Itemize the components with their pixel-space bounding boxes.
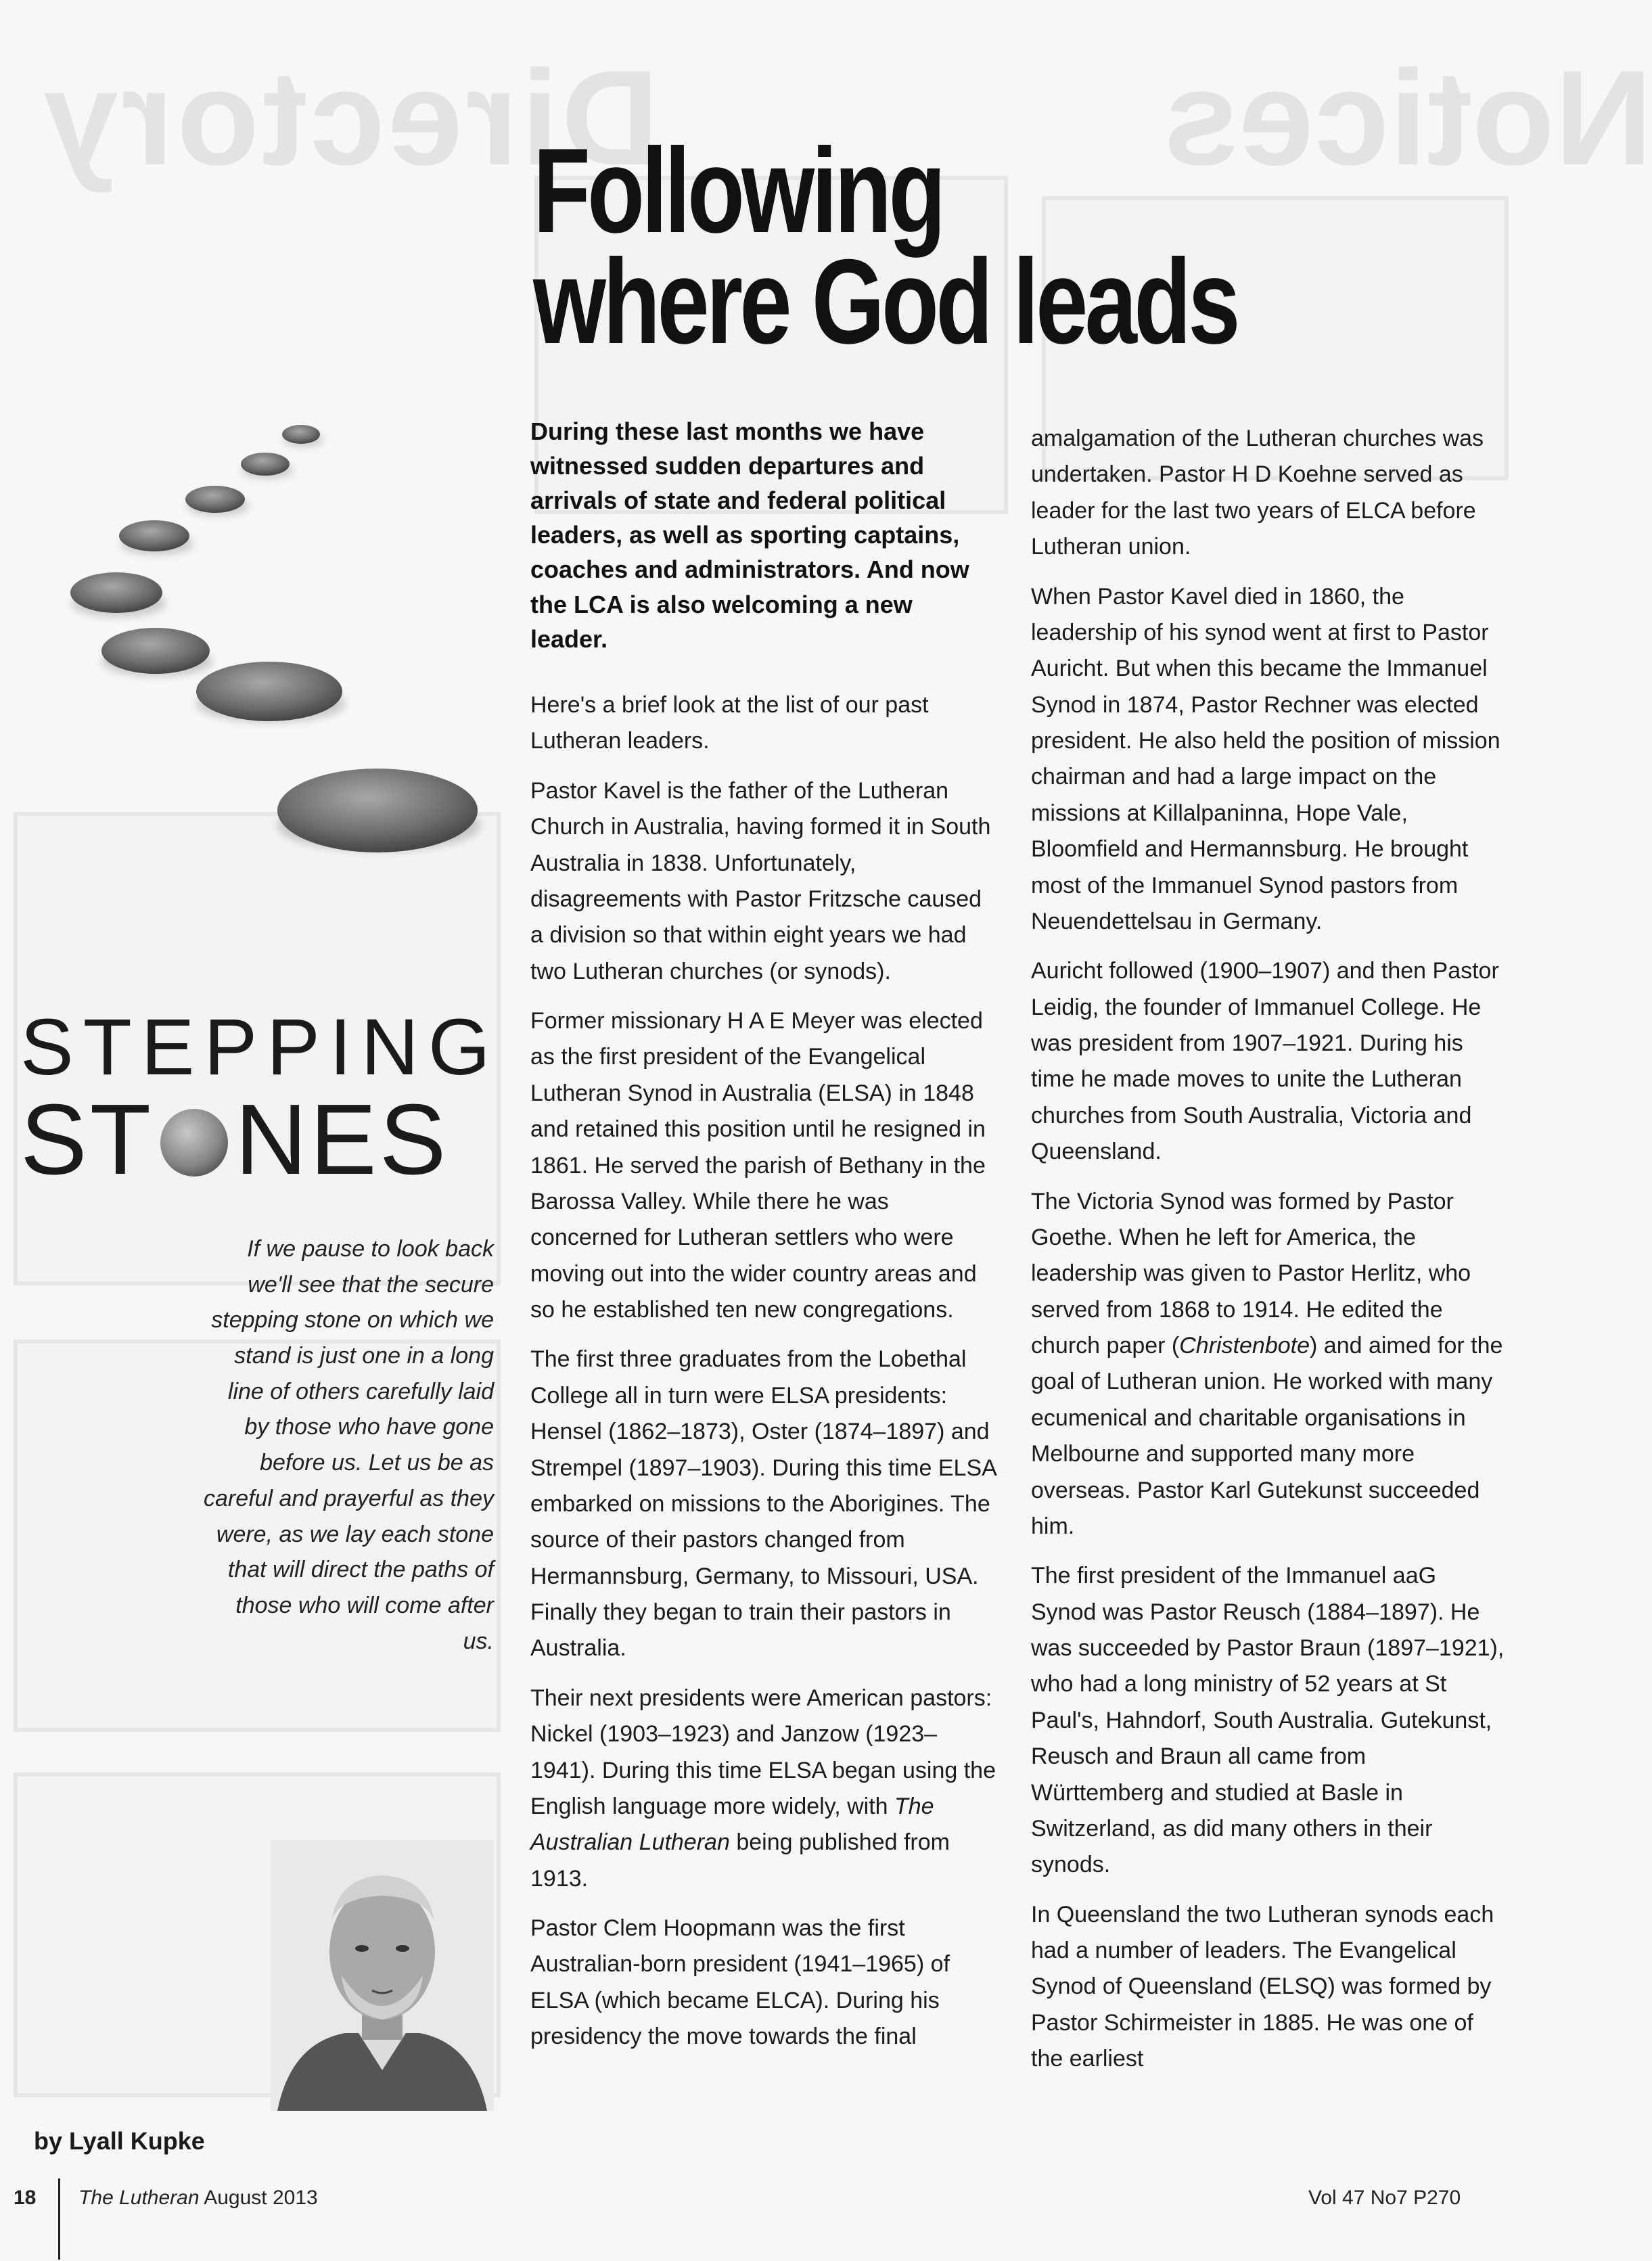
stone: [277, 769, 478, 852]
body-text: ) and aimed for the goal of Lutheran union. He worked with many ecumenical and charitable organisations in Melbourne and supported many more overseas. Pastor Karl Gutekunst succeeded him.: [1031, 1333, 1503, 1539]
pull-quote: If we pause to look back we'll see that the secure stepping stone on which we stand is just one in a long line of others carefully laid by those who have gone before us. Let us be as careful and prayerful as they were, as we lay each stone that will direct the paths of those who will come after us.: [203, 1236, 494, 1654]
body-paragraph: The first president of the Immanuel aaG Synod was Pastor Reusch (1884–1897). He was succeeded by Pastor Braun (1897–1921), who had a long ministry of 52 years at St Paul's, Hahndorf, South Australia. Gutekunst, Reusch and Braun all came from Württemberg and studied at Basle in Switzerland, as did many others in their synods.: [1031, 1563, 1505, 1878]
body-paragraph: [1031, 1184, 1505, 1545]
body-paragraph: Pastor Clem Hoopmann was the first Australian-born president (1941–1965) of ELSA (which became ELCA). During his presidency the move towards the final: [530, 1915, 950, 2050]
body-text: being published from 1913.: [530, 1829, 950, 1892]
ghost-heading-notices: Notices: [1164, 43, 1652, 193]
body-column-2: [1031, 421, 1505, 2091]
article-headline: [533, 123, 1272, 369]
stone: [119, 520, 189, 551]
publication-title: Christenbote: [1179, 1333, 1310, 1358]
author-portrait: [271, 1840, 494, 2111]
body-paragraph: In Queensland the two Lutheran synods each had a number of leaders. The Evangelical Synod of Queensland (ELSQ) was formed by Pastor Schirmeister in 1885. He was one of the earliest: [1031, 1901, 1494, 2072]
body-paragraph: [530, 1681, 997, 1897]
body-text: Their next presidents were American pastors: Nickel (1903–1923) and Janzow (1923–1941). During this time ELSA began using the English language more widely, with: [530, 1685, 996, 1819]
publication-title: The Australian Lutheran: [530, 1793, 934, 1856]
body-paragraph: The first three graduates from the Lobethal College all in turn were ELSA presidents: Hensel (1862–1873), Oster (1874–1897) and Strempel (1897–1903). During this time ELSA embarked on missions to the Aborigines. The source of their pastors changed from Hermannsburg, Germany, to Missouri, USA. Finally they began to train their pastors in Australia.: [530, 1346, 996, 1662]
footer-left: [14, 2187, 318, 2210]
stone: [241, 453, 290, 476]
body-paragraph: Auricht followed (1900–1907) and then Pastor Leidig, the founder of Immanuel College. He was president from 1907–1921. During his time he made moves to unite the Lutheran churches from South Australia, Victoria and Queensland.: [1031, 958, 1499, 1165]
stone: [185, 486, 245, 513]
title-fragment: NES: [235, 1084, 449, 1195]
sidebar-title-line-2: [20, 1082, 494, 1197]
body-paragraph: Former missionary H A E Meyer was elected as the first president of the Evangelical Lutheran Synod in Australia (ELSA) in 1848 and retained this position until he resigned in 1861. He served the parish of Bethany in the Barossa Valley. While there he was concerned for Lutheran settlers who were moving out into the wider country areas and so he established ten new congregations.: [530, 1008, 986, 1323]
footer-volume: Vol 47 No7 P270: [1308, 2187, 1461, 2209]
ghost-heading-directory: Directory: [41, 43, 660, 193]
stone-letter-o-icon: [159, 1107, 229, 1178]
body-paragraph: Pastor Kavel is the father of the Lutheran Church in Australia, having formed it in South Australia in 1838. Unfortunately, disagreements with Pastor Fritzsche caused a division so that within eight years we had two Lutheran churches (or synods).: [530, 777, 991, 984]
body-paragraph: amalgamation of the Lutheran churches was undertaken. Pastor H D Koehne served as leader for the last two years of ELCA before Lutheran union.: [1031, 426, 1484, 560]
body-paragraph: Here's a brief look at the list of our past Lutheran leaders.: [530, 692, 929, 754]
headline-line-1: Following: [533, 123, 943, 258]
magazine-title: The Lutheran: [78, 2187, 200, 2209]
sidebar-title-line-1: STEPPING: [20, 1003, 500, 1092]
stone: [101, 628, 210, 674]
page-number: 18: [14, 2187, 37, 2209]
byline: by Lyall Kupke: [34, 2127, 205, 2155]
body-paragraph: When Pastor Kavel died in 1860, the leadership of his synod went at first to Pastor Auricht. But when this became the Immanuel Synod in 1874, Pastor Rechner was elected president. He also held the position of mission chairman and had a large impact on the missions at Killalpaninna, Hope Vale, Bloomfield and Hermannsburg. He brought most of the Immanuel Synod pastors from Neuendettelsau in Germany.: [1031, 583, 1500, 934]
body-text: The Victoria Synod was formed by Pastor Goethe. When he left for America, the leadership was given to Pastor Herlitz, who served from 1868 to 1914. He edited the church paper (: [1031, 1188, 1471, 1358]
stepping-stones-illustration: [41, 406, 514, 961]
stone: [282, 425, 320, 444]
title-fragment: ST: [20, 1084, 154, 1195]
headline-line-2: where God leads: [533, 233, 1237, 369]
stone: [196, 662, 342, 721]
stone: [70, 572, 162, 613]
body-column-1: [530, 687, 997, 2069]
issue-date: August 2013: [204, 2187, 318, 2209]
lead-paragraph: During these last months we have witnessed sudden departures and arrivals of state and federal political leaders, as well as sporting captains, coaches and administrators. And now the LCA is also welcoming a new leader.: [530, 417, 969, 653]
